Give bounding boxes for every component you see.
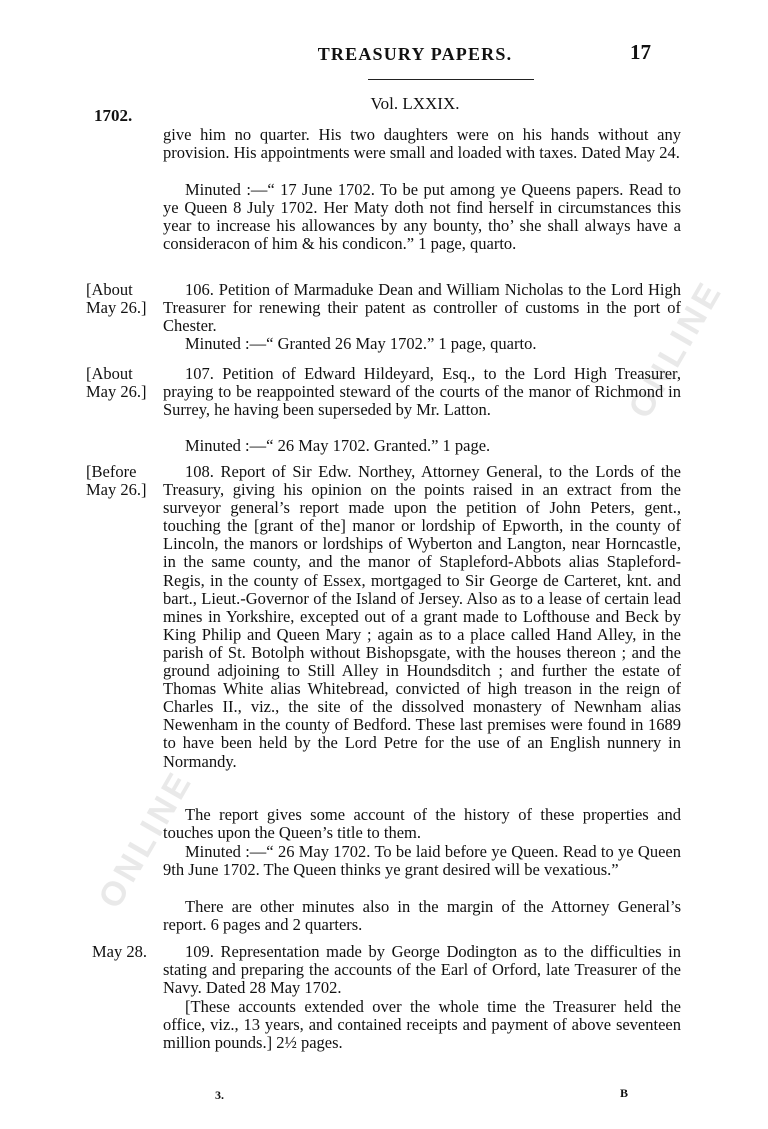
watermark: ONLINE — [621, 273, 731, 425]
entry-continued-text: give him no quarter. His two daughters were on his hands without any provision. His appointments were small and loaded with taxes. Dated May 24. — [163, 125, 681, 163]
entry-108-summary: The report gives some account of the history of these properties and touches upon the Queen’s title to them. — [163, 805, 681, 843]
volume-heading: Vol. LXXIX. — [370, 94, 460, 113]
entry-106-minute: Minuted :—“ Granted 26 May 1702.” 1 page, quarto. — [185, 334, 537, 353]
entry-continued-minute: Minuted :—“ 17 June 1702. To be put among ye Queens papers. Read to ye Queen 8 July 1702. Her Maty doth not find herself in circumstances this year to increase his allowances by any bounty, tho’ she shall always have a consideracon of him & his condicon.” 1 page, quarto. — [163, 180, 681, 254]
margin-year: 1702. — [94, 106, 133, 125]
watermark: ONLINE — [91, 763, 201, 915]
entry-108-note: There are other minutes also in the margin of the Attorney General’s report. 6 pages and 2 quarters. — [163, 897, 681, 935]
entry-107-text: 107. Petition of Edward Hildeyard, Esq., to the Lord High Treasurer, praying to be reappointed steward of the courts of the manor of Richmond in Surrey, he having been superseded by Mr. Latton. — [163, 364, 681, 420]
entry-106-text: 106. Petition of Marmaduke Dean and William Nicholas to the Lord High Treasurer for renewing their patent as controller of customs in the port of Chester. — [163, 280, 681, 336]
entry-109-text: 109. Representation made by George Dodington as to the difficulties in stating and preparing the accounts of the Earl of Orford, late Treasurer of the Navy. Dated 28 May 1702. — [163, 942, 681, 998]
entry-109-note: [These accounts extended over the whole time the Treasurer held the office, viz., 13 years, and contained receipts and payment of above seventeen million pounds.] 2½ pages. — [163, 997, 681, 1053]
margin-date-106: [About May 26.] — [86, 280, 147, 318]
header-rule — [368, 79, 534, 80]
margin-date-107: [About May 26.] — [86, 364, 147, 402]
running-header-title: TREASURY PAPERS. — [317, 44, 513, 64]
page-number: 17 — [630, 40, 651, 64]
entry-107-minute: Minuted :—“ 26 May 1702. Granted.” 1 page. — [185, 436, 491, 455]
signature-letter: B — [620, 1086, 629, 1100]
entry-108-minute: Minuted :—“ 26 May 1702. To be laid before ye Queen. Read to ye Queen 9th June 1702. The Queen thinks ye grant desired will be vexatious.” — [163, 842, 681, 880]
signature-mark: 3. — [215, 1088, 224, 1102]
entry-108-text: 108. Report of Sir Edw. Northey, Attorney General, to the Lords of the Treasury, giving his opinion on the points raised in an extract from the surveyor general’s report made upon the petition of John Peters, gent., touching the [grant of the] manor or lordship of Epworth, in the county of Lincoln, the manors or lordships of Wyberton and Langton, near Horncastle, in the same county, and the manor of Stapleford-Abbots alias Stapleford-Regis, in the county of Essex, mortgaged to Sir George de Carteret, knt. and bart., Lieut.-Governor of the Island of Jersey. Also as to a lease of certain lead mines in Yorkshire, excepted out of a grant made to Lofthouse and Beck by King Philip and Queen Mary ; again as to a place called Hand Alley, in the parish of St. Botolph without Bishopsgate, with the houses thereon ; and the ground adjoining to Still Alley in Houndsditch ; and further the estate of Thomas White alias Whitebread, convicted of high treason in the reign of Charles II., viz., the site of the dissolved monastery of Newnham alias Newenham in the county of Bedford. These last premises were found in 1689 to have been held by the Lord Petre for the use of an English nunnery in Normandy. — [163, 462, 681, 771]
margin-date-108: [Before May 26.] — [86, 462, 147, 500]
margin-date-109: May 28. — [92, 942, 147, 961]
